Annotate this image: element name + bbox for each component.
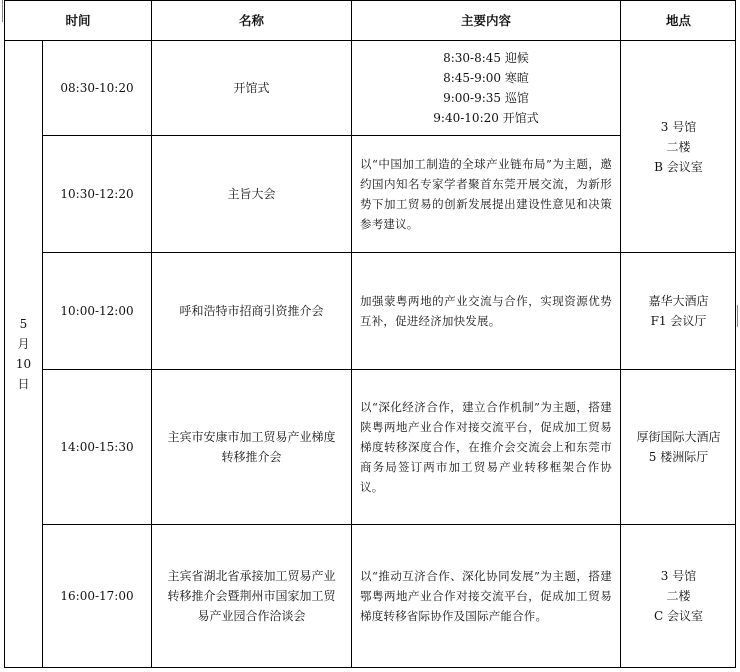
header-time [5, 0, 152, 41]
row-1-name [152, 41, 352, 136]
agenda-line: 8:30-8:45 迎候 [443, 51, 529, 65]
location-4 [621, 525, 736, 667]
row-name-text: 主宾省湖北省承接加工贸易产业转移推介会暨荆州市国家加工贸易产业园合作洽谈会 [167, 569, 336, 623]
location-line: 5 楼洲际厅 [648, 450, 709, 464]
header-location-text: 地点 [665, 12, 691, 28]
row-2-name [152, 136, 352, 253]
row-name-text: 开馆式 [233, 81, 270, 95]
row-4-time [43, 370, 152, 525]
row-name-text: 主旨大会 [227, 187, 276, 201]
row-4-name [152, 370, 352, 525]
location-3 [621, 370, 736, 525]
header-time-text: 时间 [65, 12, 91, 28]
row-5-time [43, 525, 152, 667]
row-1-time [43, 41, 152, 136]
row-content-text: 以“中国加工制造的全球产业链布局”为主题，邀约国内知名专家学者聚首东莞开展交流，为新形势下加工贸易的创新发展提出建设性意见和决策参考建议。 [360, 157, 612, 231]
row-content-text: 加强蒙粤两地的产业交流与合作，实现资源优势互补，促进经济加快发展。 [360, 294, 612, 328]
row-4-content [352, 370, 621, 525]
row-content-text: 以“推动互济合作、深化协同发展”为主题，搭建鄂粤两地产业合作对接交流平台，促成加工贸易梯度转移省际协作及国际产能合作。 [360, 569, 612, 623]
date-line: 月 [17, 337, 30, 351]
row-name-text: 呼和浩特市招商引资推介会 [179, 304, 324, 318]
row-2-time [43, 136, 152, 253]
agenda-line: 9:40-10:20 开馆式 [433, 111, 539, 125]
row-name-text: 主宾市安康市加工贸易产业梯度转移推介会 [167, 430, 336, 464]
location-line: 二楼 [666, 589, 691, 603]
agenda-line: 9:00-9:35 巡馆 [443, 91, 529, 105]
row-3-time [43, 253, 152, 370]
date-line: 10 [15, 357, 32, 371]
location-line: 厚街国际大酒店 [636, 430, 721, 444]
corner-mark [737, 305, 738, 327]
date-line: 5 [19, 317, 28, 331]
location-2 [621, 253, 736, 370]
date-line: 日 [17, 377, 30, 391]
row-time-text: 10:00-12:00 [60, 304, 134, 318]
location-line: B 会议室 [654, 159, 703, 174]
row-content-text: 以“深化经济合作，建立合作机制”为主题，搭建陕粤两地产业合作对接交流平台，促成加工贸易梯度转移深度合作，在推介会交流会上和东莞市商务局签订两市加工贸易产业转移框架合作协议。 [360, 400, 612, 494]
row-5-content [352, 525, 621, 667]
row-time-text: 16:00-17:00 [60, 589, 134, 603]
row-3-content [352, 253, 621, 370]
agenda-line: 8:45-9:00 寒暄 [443, 71, 529, 85]
date-cell [5, 41, 43, 667]
location-line: C 会议室 [654, 609, 703, 623]
row-3-name [152, 253, 352, 370]
location-line: 3 号馆 [660, 569, 697, 583]
row-time-text: 14:00-15:30 [60, 440, 134, 454]
location-line: 3 号馆 [660, 119, 697, 134]
row-time-text: 10:30-12:20 [60, 187, 134, 201]
location-line: 二楼 [666, 139, 691, 154]
header-name [152, 0, 352, 41]
location-line: 嘉华大酒店 [648, 294, 709, 308]
corner-mark [2, 0, 3, 22]
schedule-table [4, 0, 736, 668]
row-1-content [352, 41, 621, 136]
header-content-text: 主要内容 [460, 12, 511, 28]
row-5-name [152, 525, 352, 667]
location-1 [621, 41, 736, 253]
header-location [621, 0, 736, 41]
header-name-text: 名称 [238, 12, 264, 28]
row-2-content [352, 136, 621, 253]
row-time-text: 08:30-10:20 [60, 81, 134, 95]
header-content [352, 0, 621, 41]
location-line: F1 会议厅 [650, 314, 707, 328]
